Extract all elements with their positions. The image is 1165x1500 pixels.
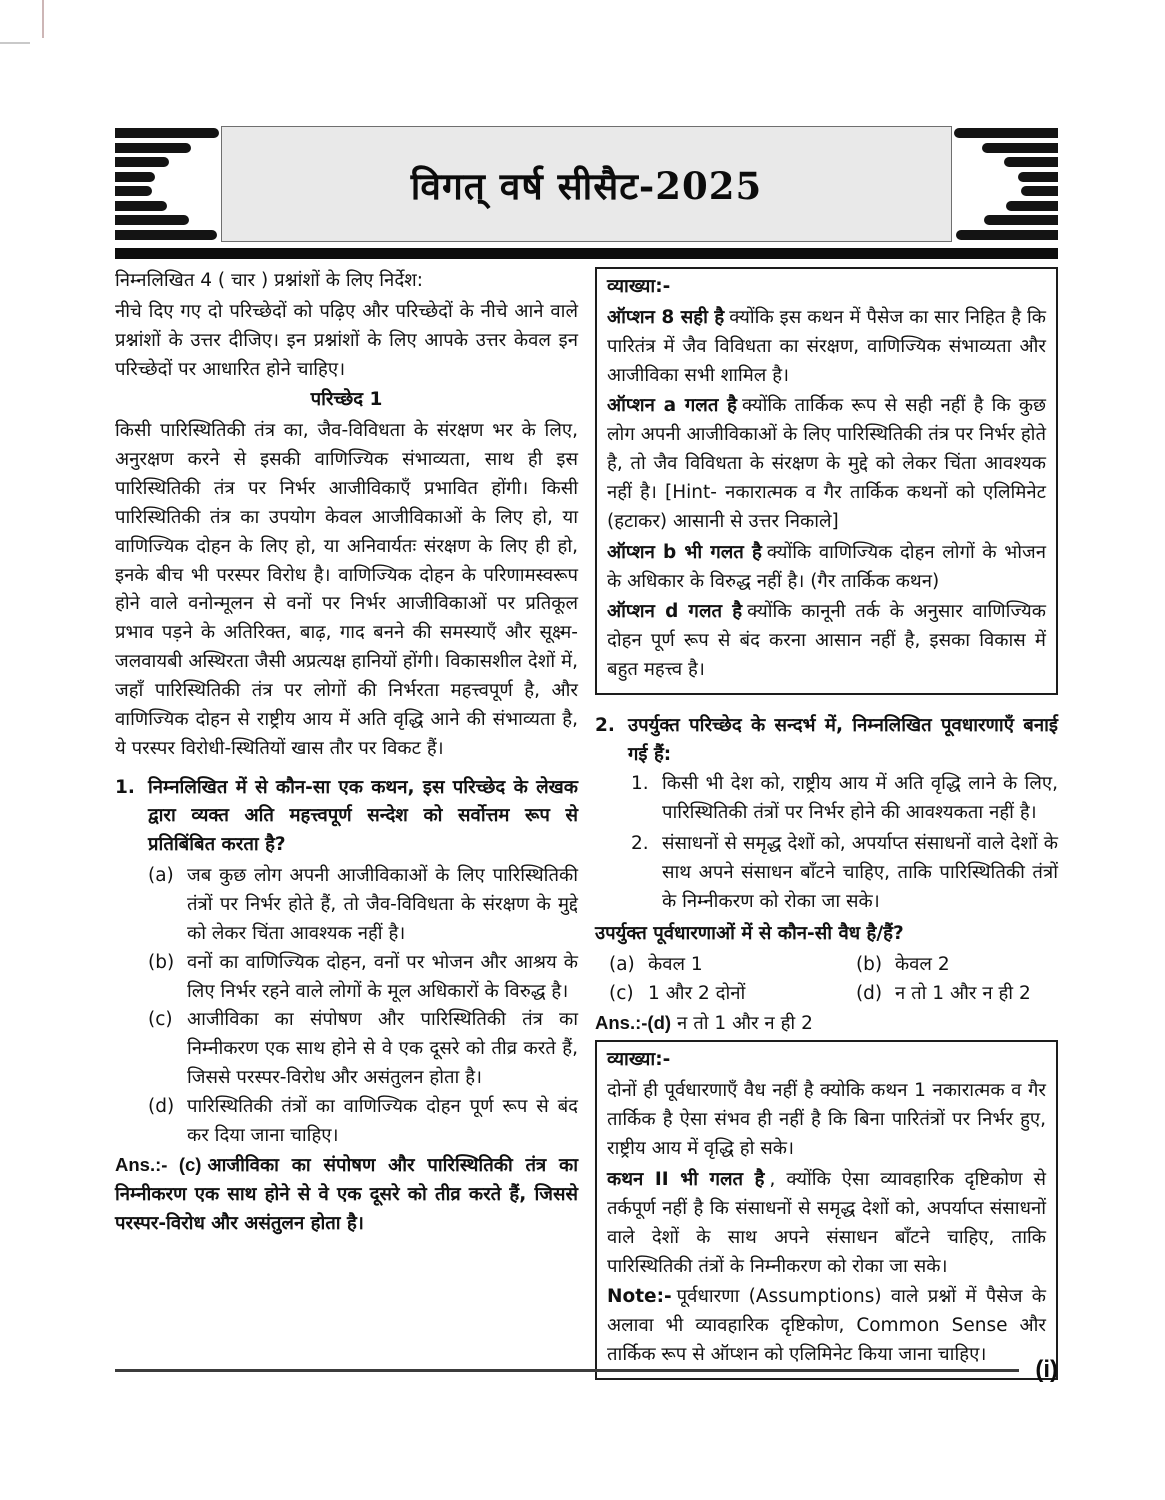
question-1 bbox=[115, 774, 578, 861]
question-2-text: उपर्युक्त परिच्छेद के सन्दर्भ में, निम्नलिखित पूवधारणाएँ बनाई गई हैं: bbox=[628, 715, 1058, 765]
option-b: (b) केवल 2 bbox=[855, 953, 950, 975]
question-1-text: निम्नलिखित में से कौन-सा एक कथन, इस परिच्छेद के लेखक द्वारा व्यक्त अति महत्त्वपूर्ण सन्देश को सर्वोत्तम रूप से प्रतिबिंबित करता है? bbox=[148, 776, 578, 856]
explanation-2-para-2: कथन II भी गलत है , क्योंकि ऐसा व्यावहारिक दृष्टिकोण से तर्कपूर्ण नहीं है कि संसाधनों से समृद्ध देशों को, अपर्याप्त संसाधनों वाले देशों के साथ अपने संसाधन बाँटने चाहिए, ताकि पारिस्थितिकी तंत्रों के निम्नीकरण को रोका जा सके। bbox=[607, 1168, 1046, 1277]
page-number: (i) bbox=[1035, 1356, 1058, 1383]
page-content bbox=[115, 126, 1058, 1380]
statement-1: 1. किसी भी देश को, राष्ट्रीय आय में अति वृद्धि लाने के लिए, पारिस्थितिकी तंत्रों पर निर्भर होने की आवश्यकता नहीं है। bbox=[631, 772, 1058, 823]
explanation-2-heading: व्याख्या:- bbox=[607, 1049, 671, 1071]
explanation-2-para-1: दोनों ही पूर्वधारणाएँ वैध नहीं है क्योकि कथन 1 नकारात्मक व गैर तार्किक है ऐसा संभव ही नहीं है कि बिना पारितंत्रों पर निर्भर हुए, राष्ट्रीय आय में वृद्धि हो सके। bbox=[607, 1080, 1046, 1160]
directions-heading: निम्नलिखित 4 ( चार ) प्रश्नांशों के लिए निर्देश: bbox=[115, 270, 423, 291]
answer-1: Ans.:- (c) आजीविका का संपोषण और पारिस्थितिकी तंत्र का निम्नीकरण एक साथ होने से वे एक दूसरे को तीव्र करते हैं, जिससे परस्पर-विरोध और असंतुलन होता है। bbox=[115, 1153, 578, 1234]
crop-mark-vertical bbox=[42, 0, 44, 38]
option-b: (b) वनों का वाणिज्यिक दोहन, वनों पर भोजन और आश्रय के लिए निर्भर रहने वाले लोगों के मूल अधिकारों के विरुद्ध है। bbox=[148, 951, 578, 1002]
passage-heading: परिच्छेद 1 bbox=[310, 389, 383, 411]
decorative-bars-left bbox=[115, 126, 219, 242]
explanation-1-point-b: ऑप्शन b भी गलत है क्योंकि वाणिज्यिक दोहन लोगों के भोजन के अधिकार के विरुद्ध नहीं है। (गैर तार्किक कथन) bbox=[607, 541, 1046, 592]
option-a: (a) जब कुछ लोग अपनी आजीविकाओं के लिए पारिस्थितिकी तंत्रों पर निर्भर होते हैं, तो जैव-विविधता के संरक्षण के मुद्दे को लेकर चिंता आवश्यक नहीं है। bbox=[148, 865, 578, 944]
option-c: (c) आजीविका का संपोषण और पारिस्थितिकी तंत्र का निम्नीकरण एक साथ होने से वे एक दूसरे को तीव्र करते हैं, जिससे परस्पर-विरोध और असंतुलन होता है। bbox=[148, 1009, 578, 1089]
explanation-1-point-d: ऑप्शन d गलत है क्योंकि कानूनी तर्क के अनुसार वाणिज्यिक दोहन पूर्ण रूप से बंद करना आसान नहीं है, इसका विकास में बहुत महत्त्व है। bbox=[607, 601, 1046, 681]
page-footer bbox=[115, 1356, 1058, 1384]
option-a: (a) केवल 1 bbox=[609, 953, 703, 975]
footer-rule bbox=[115, 1369, 1019, 1372]
page-header bbox=[115, 126, 1058, 242]
passage-text: किसी पारिस्थितिकी तंत्र का, जैव-विविधता के संरक्षण भर के लिए, अनुरक्षण करने से इसकी वाणिज्यिक संभाव्यता, साथ ही इस पारिस्थितिकी तंत्र पर निर्भर आजीविकाएँ प्रभावित होंगी। किसी पारिस्थितिकी तंत्र का उपयोग केवल आजीविकाओं के लिए हो, या वाणिज्यिक दोहन के लिए हो, या अनिवार्यतः संरक्षण के लिए ही हो, इनके बीच भी परस्पर विरोध है। वाणिज्यिक दोहन के परिणामस्वरूप होने वाले वनोन्मूलन से वनों पर निर्भर आजीविकाओं पर प्रतिकूल प्रभाव पड़ने के अतिरिक्त, बाढ़, गाद बनने की समस्याएँ और सूक्ष्म-जलवायबी अस्थिरता जैसी अप्रत्यक्ष हानियों होंगी। विकासशील देशों में, जहाँ पारिस्थितिकी तंत्र पर लोगों की निर्भरता महत्त्वपूर्ण है, और वाणिज्यिक दोहन से राष्ट्रीय आय में अति वृद्धि आने की संभाव्यता है, ये परस्पर विरोधी-स्थितियों खास तौर पर विकट हैं। bbox=[115, 420, 578, 759]
left-column bbox=[115, 267, 578, 1380]
header-divider-bar bbox=[115, 248, 1058, 259]
question-2-statements bbox=[631, 770, 1058, 917]
option-c: (c) 1 और 2 दोनों bbox=[609, 982, 746, 1004]
question-1-number: 1. bbox=[115, 776, 135, 798]
question-1-options bbox=[148, 862, 578, 1151]
answer-2: Ans.:-(d) न तो 1 और न ही 2 bbox=[595, 1011, 813, 1034]
explanation-1-heading: व्याख्या:- bbox=[607, 276, 671, 297]
decorative-bars-right bbox=[954, 126, 1058, 242]
title-box bbox=[221, 126, 952, 242]
option-d: (d) पारिस्थितिकी तंत्रों का वाणिज्यिक दोहन पूर्ण रूप से बंद कर दिया जाना चाहिए। bbox=[148, 1096, 578, 1146]
question-2-number: 2. bbox=[595, 715, 615, 737]
page-title: विगत् वर्ष सीसैट-2025 bbox=[410, 163, 763, 208]
explanation-box-2 bbox=[595, 1040, 1058, 1379]
question-2 bbox=[595, 712, 1058, 770]
explanation-2-note: Note:- पूर्वधारणा (Assumptions) वाले प्रश्नों में पैसेज के अलावा भी व्यावहारिक दृष्टिकोण, Common Sense और तार्किक रूप से ऑप्शन को एलिमिनेट किया जाना चाहिए। bbox=[607, 1286, 1046, 1366]
statement-2: 2. संसाधनों से समृद्ध देशों को, अपर्याप्त संसाधनों वाले देशों के साथ अपने संसाधन बाँटने चाहिए, ताकि पारिस्थितिकी तंत्रों के निम्नीकरण को रोका जा सके। bbox=[631, 833, 1058, 913]
crop-mark-horizontal bbox=[0, 42, 30, 44]
explanation-box-1 bbox=[595, 267, 1058, 695]
right-column bbox=[595, 267, 1058, 1380]
option-d: (d) न तो 1 और न ही 2 bbox=[855, 982, 1031, 1004]
question-2-options bbox=[609, 951, 1058, 1009]
explanation-1-point-c: ऑप्शन 8 सही है क्योंकि इस कथन में पैसेज का सार निहित है कि पारितंत्र में जैव विविधता का संरक्षण, वाणिज्यिक संभाव्यता और आजीविका सभी शामिल है। bbox=[607, 306, 1046, 386]
directions-body: नीचे दिए गए दो परिच्छेदों को पढ़िए और परिच्छेदों के नीचे आने वाले प्रश्नांशों के उत्तर दीजिए। इन प्रश्नांशों के लिए आपके उत्तर केवल इन परिच्छेदों पर आधारित होने चाहिए। bbox=[115, 300, 578, 380]
question-2-subquestion: उपर्युक्त पूर्वधारणाओं में से कौन-सी वैध है/हैं? bbox=[595, 923, 904, 945]
explanation-1-point-a: ऑप्शन a गलत है क्योंकि तार्किक रूप से सही नहीं है कि कुछ लोग अपनी आजीविकाओं के लिए पारिस्थितिकी तंत्र पर निर्भर होते है, तो जैव विविधता के संरक्षण के मुद्दे को लेकर चिंता आवश्यक नहीं है। [Hint- नकारात्मक व गैर तार्किक कथनों को एलिमिनेट (हटाकर) आसानी से उत्तर निकाले] bbox=[607, 395, 1046, 532]
